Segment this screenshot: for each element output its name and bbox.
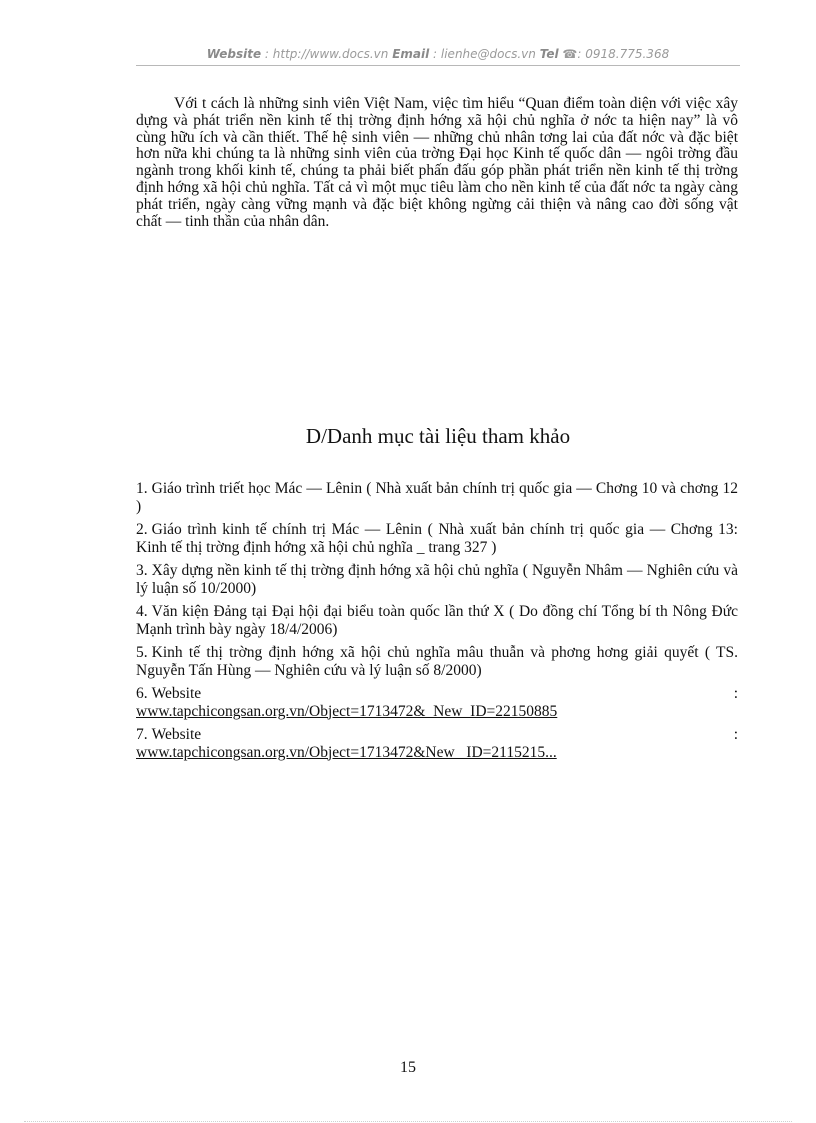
reference-item-website: 7. Website : www.tapchicongsan.org.vn/Object=1713472&New _ID=2115215...: [136, 726, 738, 761]
section-title: D/Danh mục tài liệu tham khảo: [305, 424, 571, 448]
page-header: Website : http://www.docs.vn Email : lienhe@docs.vn Tel ☎: 0918.775.368: [206, 47, 670, 61]
reference-list: [136, 480, 738, 767]
reference-item: 3. Xây dựng nền kinh tế thị trờng định hớng xã hội chủ nghĩa ( Nguyễn Nhâm — Nghiên cứu và lý luận số 10/2000): [136, 562, 738, 597]
website-url[interactable]: http://www.docs.vn: [272, 47, 389, 61]
reference-link[interactable]: www.tapchicongsan.org.vn/Object=1713472&New _ID=2115215...: [136, 743, 557, 761]
tel-value: 0918.775.368: [585, 47, 670, 61]
email-label: Email: [392, 47, 430, 61]
intro-paragraph: Với t cách là những sinh viên Việt Nam, việc tìm hiểu “Quan điểm toàn diện với việc xây dựng và phát triển nền kinh tế thị trờng định hớng xã hội chủ nghĩa ở nớc ta hiện nay” là vô cùng hữu ích và cần thiết. Thế hệ sinh viên — những chủ nhân tơng lai của đất nớc và đặc biệt hơn nữa khi chúng ta là những sinh viên của trờng Đại học Kinh tế quốc dân — ngôi trờng đầu ngành trong khối kinh tế, chúng ta phải biết phấn đấu góp phần phát triển nền kinh tế thị trờng định hớng xã hội chủ nghĩa. Tất cả vì một mục tiêu làm cho nền kinh tế của đất nớc ta ngày càng phát triển, ngày càng vững mạnh và đặc biệt không ngừng cải thiện và nâng cao đời sống vật chất — tinh thần của nhân dân.: [136, 95, 738, 230]
reference-link[interactable]: www.tapchicongsan.org.vn/Object=1713472&_New_ID=22150885: [136, 702, 558, 720]
reference-item: 5. Kinh tế thị trờng định hớng xã hội chủ nghĩa mâu thuẫn và phơng hơng giải quyết ( TS. Nguyễn Tấn Hùng — Nghiên cứu và lý luận số 8/2000): [136, 644, 738, 679]
reference-item: 1. Giáo trình triết học Mác — Lênin ( Nhà xuất bản chính trị quốc gia — Chơng 10 và chơng 12 ): [136, 480, 738, 515]
email-value[interactable]: lienhe@docs.vn: [440, 47, 536, 61]
website-label: Website: [206, 47, 262, 61]
reference-item: 2. Giáo trình kinh tế chính trị Mác — Lênin ( Nhà xuất bản chính trị quốc gia — Chơng 13: Kinh tế thị trờng định hớng xã hội chủ nghĩa _ trang 327 ): [136, 521, 738, 556]
page-number: 15: [400, 1059, 416, 1076]
reference-item: 4. Văn kiện Đảng tại Đại hội đại biểu toàn quốc lần thứ X ( Do đồng chí Tổng bí th Nông Đức Mạnh trình bày ngày 18/4/2006): [136, 603, 738, 638]
phone-icon: ☎: [562, 47, 578, 61]
header-divider: [136, 65, 740, 66]
reference-item-website: 6. Website : www.tapchicongsan.org.vn/Object=1713472&_New_ID=22150885: [136, 685, 738, 720]
tel-label: Tel: [539, 47, 559, 61]
footer-divider: [24, 1121, 792, 1122]
